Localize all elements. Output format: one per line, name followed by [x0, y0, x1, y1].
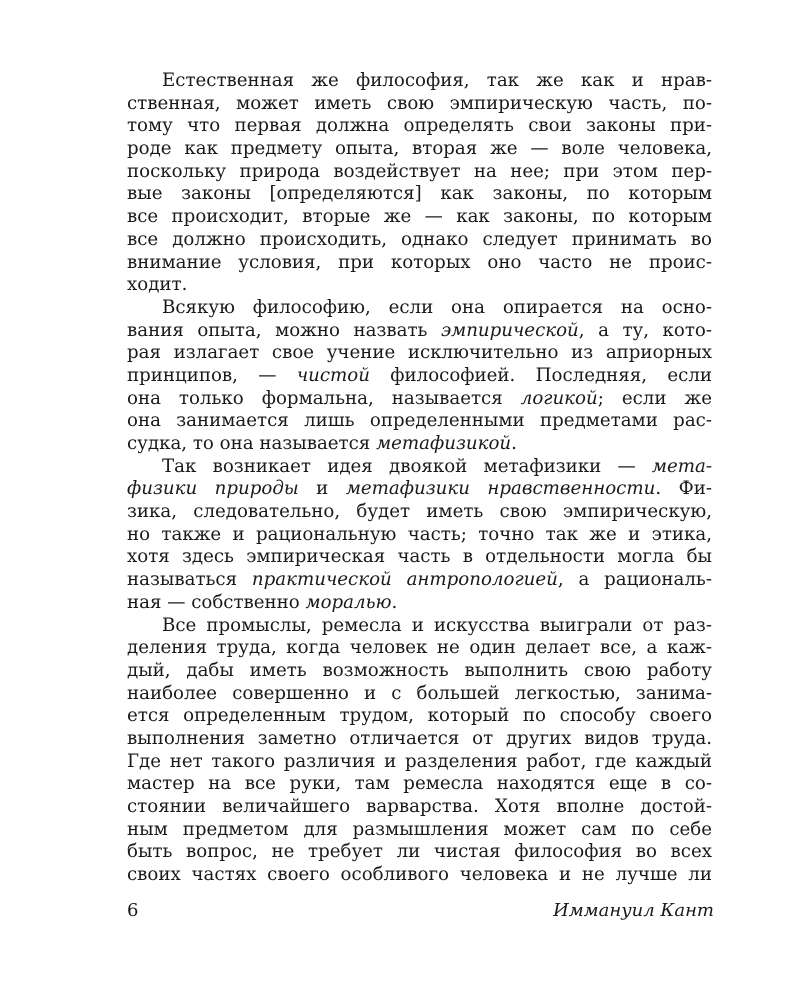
text-run: . [391, 591, 398, 613]
text-run: тому что первая должна определять свои законы при- [127, 115, 712, 137]
text-line [127, 410, 712, 433]
text-line [127, 705, 712, 728]
text-line [127, 501, 712, 524]
text-line [127, 478, 712, 501]
text-run: Так возникает идея двоякой метафизики — [162, 455, 652, 477]
text-line [127, 615, 712, 638]
text-line [127, 115, 712, 138]
text-run: поскольку природа воздействует на нее; при этом пер- [127, 160, 712, 182]
italic-term: физики природы [127, 478, 299, 500]
text-run: называться [127, 569, 252, 591]
text-run: все происходит, вторые же — как законы, по которым [127, 206, 712, 228]
text-line [127, 660, 712, 683]
text-run: мастер на все руки, там ремесла находятся еще в со- [127, 773, 712, 795]
text-run: стоянии величайшего варварства. Хотя вполне достой- [127, 796, 712, 817]
paragraph [127, 456, 712, 615]
italic-term: мета- [651, 455, 712, 477]
text-run: ется определенным трудом, который по способу своего [127, 705, 712, 727]
text-line [127, 683, 712, 706]
text-run: ходит. [127, 274, 188, 296]
text-run: она только формальна, называется [127, 387, 521, 409]
text-run: принципов, — [127, 364, 297, 386]
text-line [127, 751, 712, 774]
text-run: хотя здесь эмпирическая часть в отдельности могла бы [127, 546, 712, 568]
text-run: , а ту, кото- [578, 319, 712, 341]
text-line [127, 524, 712, 547]
page-number: 6 [127, 900, 139, 921]
italic-term: моралью [305, 591, 392, 613]
text-line [127, 229, 712, 252]
text-run: она занимается лишь определенными предметами рас- [127, 410, 712, 432]
text-line [127, 138, 712, 161]
text-run: Все промыслы, ремесла и искусства выиграли от раз- [162, 614, 712, 636]
text-run: судка, то она называется [127, 433, 377, 454]
text-run: своих частях своего особливого человека и не лучше ли [127, 864, 712, 886]
paragraph [127, 70, 712, 297]
text-run: но также и рациональную часть; точно так же и этика, [127, 523, 712, 545]
text-run: философией. Последняя, если [369, 364, 712, 386]
page-text-block [127, 70, 712, 887]
text-run: . Фи- [655, 478, 712, 500]
text-run: ным предметом для размышления может сам по себе [127, 818, 712, 840]
text-run: внимание условия, при которых оно часто не проис- [127, 251, 712, 273]
paragraph [127, 615, 712, 887]
text-run: Всякую философию, если она опирается на осно- [162, 296, 712, 318]
paragraph [127, 297, 712, 456]
text-line [127, 796, 712, 819]
text-run: рая излагает свое учение исключительно из априорных [127, 342, 712, 364]
text-run: ная — собственно [127, 591, 306, 613]
italic-term: метафизики нравственности [345, 478, 656, 500]
text-run: роде как предмету опыта, вторая же — воле человека, [127, 138, 712, 160]
running-footer-author: Иммануил Кант [553, 900, 714, 921]
text-line [127, 728, 712, 751]
text-run: Где нет такого различия и разделения работ, где каждый [127, 750, 712, 772]
text-line [127, 252, 712, 275]
text-run: выполнения заметно отличается от других видов труда. [127, 727, 712, 749]
text-line [127, 274, 712, 297]
text-line [127, 342, 712, 365]
text-line [127, 183, 712, 206]
italic-term: чистой [296, 364, 370, 386]
text-line [127, 161, 712, 184]
italic-term: метафизикой [376, 433, 512, 454]
text-line [127, 456, 712, 479]
text-line [127, 297, 712, 320]
text-run: наиболее совершенно и с большей легкостью, занима- [127, 682, 712, 704]
italic-term: практической антропологией [251, 569, 558, 591]
text-run: и [298, 478, 346, 500]
text-run: ственная, может иметь свою эмпирическую часть, по- [127, 92, 712, 114]
text-line [127, 433, 712, 456]
text-line [127, 819, 712, 842]
text-line [127, 365, 712, 388]
text-line [127, 841, 712, 864]
text-run: ; если же [597, 387, 712, 409]
text-line [127, 93, 712, 116]
text-line [127, 637, 712, 660]
text-run: Естественная же философия, так же как и нрав- [162, 70, 712, 91]
text-line [127, 569, 712, 592]
text-run: зика, следовательно, будет иметь свою эмпирическую, [127, 501, 712, 523]
text-line [127, 70, 712, 93]
text-line [127, 206, 712, 229]
text-line [127, 864, 712, 887]
text-run: дый, дабы иметь возможность выполнить свою работу [127, 659, 712, 681]
text-run: все должно происходить, однако следует принимать во [127, 228, 712, 250]
text-run: деления труда, когда человек не один делает все, а каж- [127, 637, 712, 659]
italic-term: логикой [520, 387, 598, 409]
text-run: . [511, 433, 517, 454]
text-run: вания опыта, можно назвать [127, 319, 441, 341]
text-run: быть вопрос, не требует ли чистая философия во всех [127, 841, 712, 863]
text-line [127, 546, 712, 569]
text-line [127, 388, 712, 411]
text-line [127, 773, 712, 796]
text-line [127, 592, 712, 615]
text-run: , а рациональ- [557, 569, 712, 591]
italic-term: эмпирической [440, 319, 579, 341]
text-line [127, 320, 712, 343]
text-run: вые законы [определяются] как законы, по которым [127, 183, 712, 205]
